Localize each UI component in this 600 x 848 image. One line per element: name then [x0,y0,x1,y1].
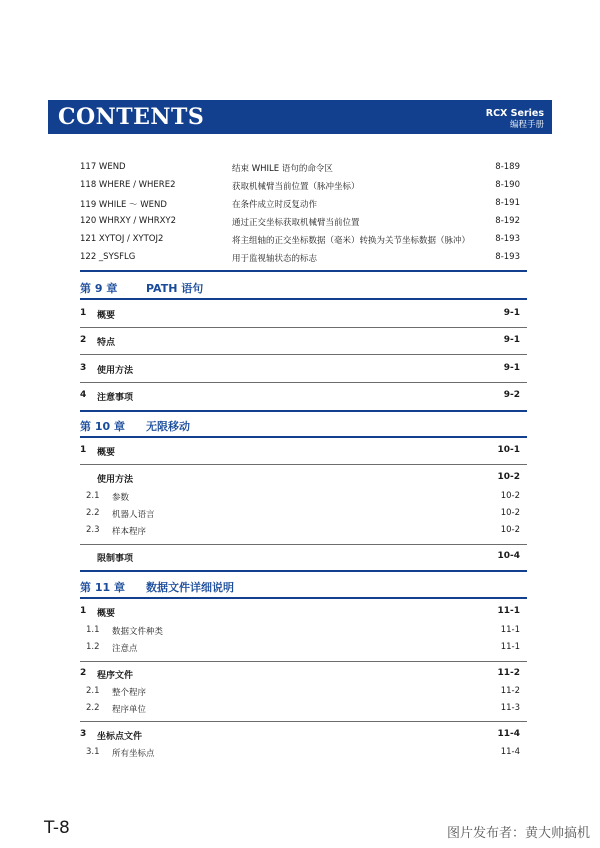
entry-label: 特点 [97,338,116,348]
subentry-number: 2.1 [86,686,100,696]
subentry-number: 2.1 [86,491,100,501]
section-divider [80,570,527,572]
contents-banner [48,100,552,134]
section-divider [80,410,527,412]
command-description: 结束 WHILE 语句的命令区 [232,164,333,174]
command-description: 在条件成立时反复动作 [232,200,318,210]
list-item[interactable] [80,212,520,230]
subentry-label: 参数 [112,493,130,503]
subentry-label: 机器人语言 [112,510,155,520]
page-number: 8-191 [495,198,520,208]
entry-label: 概要 [97,609,116,619]
publisher-watermark: 图片发布者：黄大帅搞机 [446,826,590,841]
page-number: 8-192 [495,216,520,226]
entry-label: 程序文件 [97,671,134,681]
page-number: 8-190 [495,180,520,190]
chapter-10-heading[interactable] [80,418,190,434]
chapter-title: 无限移动 [146,420,190,433]
command-description: 通过正交坐标获取机械臂当前位置 [232,218,360,228]
entry-label: 概要 [97,448,116,458]
footer-page-number: T-8 [44,818,70,838]
command-list [80,158,520,266]
subentry-label: 程序单位 [112,705,147,715]
list-item[interactable] [80,176,520,194]
entry-label: 使用方法 [97,475,134,485]
page-number: 9-2 [503,390,520,400]
entry-divider [80,327,527,328]
entry-number: 1 [80,308,87,318]
entry-label: 坐标点文件 [97,732,143,742]
command-description: 将主组轴的正交坐标数据（毫米）转换为关节坐标数据（脉冲） [232,236,471,246]
entry-number: 3 [80,729,87,739]
command-name: 118 WHERE / WHERE2 [80,180,176,190]
entry-divider [80,661,527,662]
subentry-label: 所有坐标点 [112,749,155,759]
page-number: 9-1 [503,308,520,318]
chapter-divider [80,597,527,599]
entry-divider [80,382,527,383]
entry-number: 1 [80,606,87,616]
page-title: CONTENTS [58,104,205,130]
series-name: RCX Series [485,108,544,119]
page-number: 11-2 [500,686,520,696]
page-number: 11-4 [500,747,520,757]
list-item[interactable] [80,158,520,176]
subentry-label: 样本程序 [112,527,147,537]
entry-number: 2 [80,335,87,345]
entry-label: 限制事项 [97,554,134,564]
entry-divider [80,464,527,465]
chapter-title: 数据文件详细说明 [146,581,234,594]
chapter-label: 第 9 章 [80,282,118,295]
entry-divider [80,544,527,545]
subentry-number: 1.1 [86,625,100,635]
list-item[interactable] [80,230,520,248]
list-item[interactable] [80,194,520,212]
entry-label: 注意事项 [97,393,134,403]
chapter-9-heading[interactable] [80,280,204,296]
section-divider [80,270,527,272]
page-number: 11-1 [500,642,520,652]
command-description: 用于监视轴状态的标志 [232,254,318,264]
page-number: 11-1 [500,625,520,635]
chapter-divider [80,298,527,300]
command-name: 120 WHRXY / WHRXY2 [80,216,177,226]
command-name: 117 WEND [80,162,126,172]
subentry-number: 1.2 [86,642,100,652]
subentry-number: 3.1 [86,747,100,757]
page-number: 9-1 [503,363,520,373]
page-number: 10-2 [500,491,520,501]
chapter-divider [80,436,527,438]
chapter-title: PATH 语句 [146,282,204,295]
page-number: 8-189 [495,162,520,172]
command-description: 获取机械臂当前位置（脉冲坐标） [232,182,360,192]
subentry-label: 注意点 [112,644,138,654]
entry-number: 3 [80,363,87,373]
command-name: 119 WHILE ～ WEND [80,200,167,210]
page-number: 10-2 [500,525,520,535]
entry-divider [80,354,527,355]
page-number: 11-2 [497,668,520,678]
list-item[interactable] [80,248,520,266]
page-number: 9-1 [503,335,520,345]
chapter-label: 第 10 章 [80,420,125,433]
page-number: 10-2 [500,508,520,518]
page-number: 8-193 [495,252,520,262]
entry-number: 4 [80,390,87,400]
page-number: 11-3 [500,703,520,713]
subentry-number: 2.3 [86,525,100,535]
subentry-label: 整个程序 [112,688,147,698]
command-name: 121 XYTOJ / XYTOJ2 [80,234,164,244]
chapter-label: 第 11 章 [80,581,125,594]
page-number: 10-1 [497,445,520,455]
entry-number: 1 [80,445,87,455]
page-number: 8-193 [495,234,520,244]
entry-divider [80,721,527,722]
manual-name: 编程手册 [509,120,544,130]
subentry-number: 2.2 [86,703,100,713]
page-number: 11-1 [497,606,520,616]
entry-label: 概要 [97,311,116,321]
entry-number: 2 [80,668,87,678]
subentry-number: 2.2 [86,508,100,518]
entry-label: 使用方法 [97,366,134,376]
subentry-label: 数据文件种类 [112,627,164,637]
page-number: 10-2 [497,472,520,482]
page-number: 11-4 [497,729,520,739]
chapter-11-heading[interactable] [80,579,234,595]
page-number: 10-4 [497,551,520,561]
command-name: 122 _SYSFLG [80,252,136,262]
